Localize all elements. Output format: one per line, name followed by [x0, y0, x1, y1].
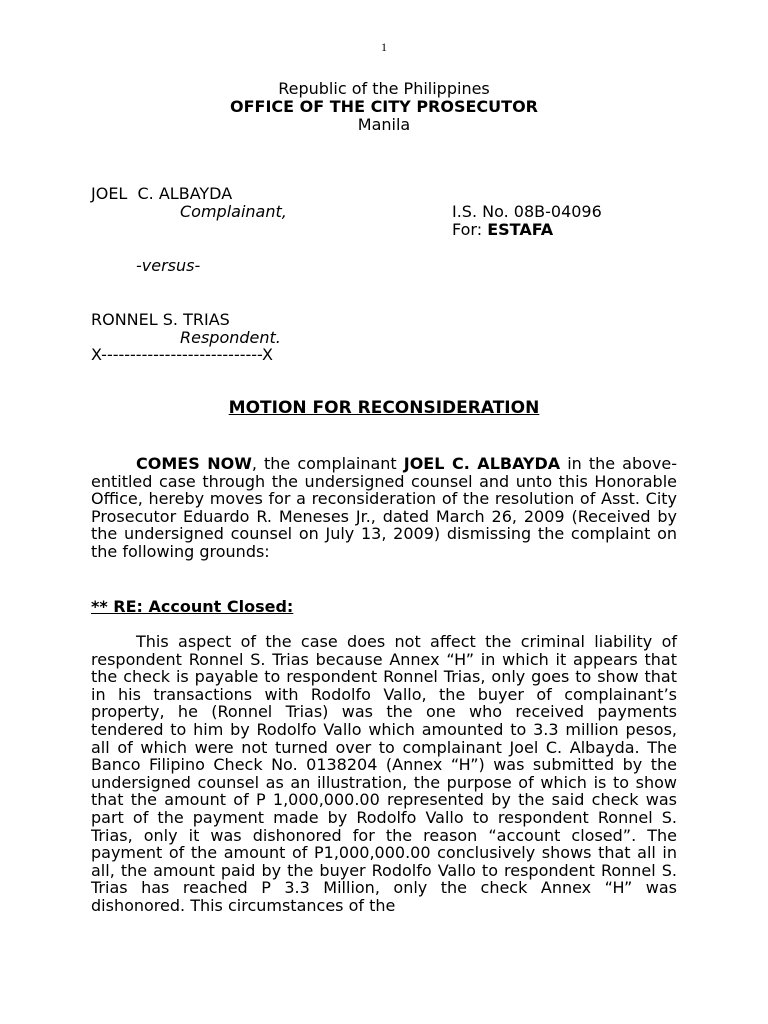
intro-lead: COMES NOW	[136, 454, 252, 473]
header-republic: Republic of the Philippines	[278, 79, 490, 98]
intro-paragraph	[91, 455, 677, 561]
body-paragraph	[91, 633, 677, 915]
header-city: Manila	[357, 115, 411, 134]
intro-part1: , the complainant	[251, 454, 404, 473]
caption-separator: X----------------------------X	[91, 345, 273, 364]
complainant-name: JOEL C. ALBAYDA	[91, 184, 233, 203]
page-number: 1	[381, 40, 387, 54]
case-charge	[452, 221, 553, 239]
respondent-role: Respondent.	[180, 328, 281, 347]
respondent-name: RONNEL S. TRIAS	[91, 310, 230, 329]
for-label: For:	[452, 220, 488, 239]
section-heading: ** RE: Account Closed:	[91, 597, 294, 616]
case-number: I.S. No. 08B-04096	[452, 202, 602, 221]
intro-part2: in the above-entitled case through the undersigned counsel and unto this Honorable Office, hereby moves for a reconsideration of the resolution of Asst. City Prosecutor Eduardo R. Meneses Jr., dated March 26, 2009 (Received by the undersigned counsel on July 13, 2009) dismissing the complaint on the following grounds:	[91, 454, 678, 561]
for-value: ESTAFA	[487, 220, 554, 239]
body-text: This aspect of the case does not affect the criminal liability of respondent Ronnel S. Trias because Annex “H” in which it appears that the check is payable to respondent Ronnel Trias, only goes to show that in his transactions with Rodolfo Vallo, the buyer of complainant’s property, he (Ronnel Trias) was the one who received payments tendered to him by Rodolfo Vallo which amounted to 3.3 million pesos, all of which were not turned over to complainant Joel C. Albayda. The Banco Filipino Check No. 0138204 (Annex “H”) was submitted by the undersigned counsel as an illustration, the purpose of which is to show that the amount of P 1,000,000.00 represented by the said check was part of the payment made by Rodolfo Vallo to respondent Ronnel S. Trias, only it was dishonored for the reason “account closed”. The payment of the amount of P1,000,000.00 conclusively shows that all in all, the amount paid by the buyer Rodolfo Vallo to respondent Ronnel S. Trias has reached P 3.3 Million, only the check Annex “H” was dishonored. This circumstances of the	[91, 632, 677, 915]
complainant-role: Complainant,	[180, 202, 287, 221]
intro-name: JOEL C. ALBAYDA	[403, 454, 561, 473]
document-title: MOTION FOR RECONSIDERATION	[228, 398, 540, 418]
versus-label: -versus-	[136, 256, 201, 275]
header-office: OFFICE OF THE CITY PROSECUTOR	[230, 97, 538, 116]
